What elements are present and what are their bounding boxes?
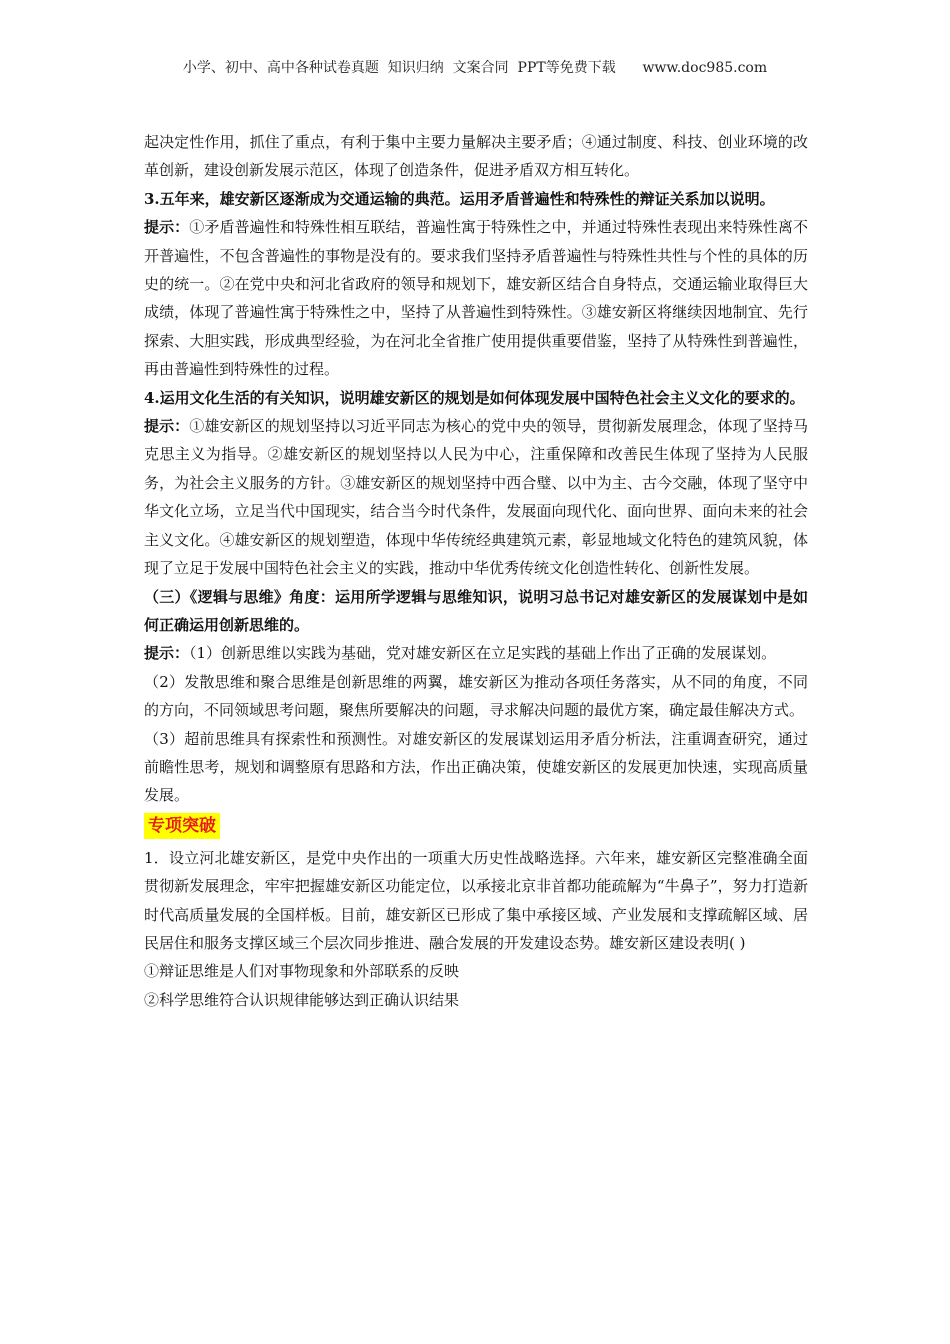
question-option: ②科学思维符合认识规律能够达到正确认识结果 [144, 990, 460, 1009]
paragraph: （3）超前思维具有探索性和预测性。对雄安新区的发展谋划运用矛盾分析法，注重调查研究，通过前瞻性思考，规划和调整原有思路和方法，作出正确决策，使雄安新区的发展更加快速，实现高质量发展。 [144, 729, 808, 805]
question-heading: 3.五年来，雄安新区逐渐成为交通运输的典范。运用矛盾普遍性和特殊性的辩证关系加以说明。 [144, 189, 775, 208]
section-badge-wrap [144, 812, 808, 840]
hint-label: 提示： [144, 417, 190, 436]
hint-text: ①雄安新区的规划坚持以习近平同志为核心的党中央的领导，贯彻新发展理念，体现了坚持马克思主义为指导。②雄安新区的规划坚持以人民为中心，注重保障和改善民生体现了坚持为人民服务，为社会主义服务的方针。③雄安新区的规划坚持中西合璧、以中为主、古今交融，体现了坚守中华文化立场，立足当代中国现实，结合当今时代条件，发展面向现代化、面向世界、面向未来的社会主义文化。④雄安新区的规划塑造，体现中华传统经典建筑元素，彰显地域文化特色的建筑风貌，体现了立足于发展中国特色社会主义的实践，推动中华优秀传统文化创造性转化、创新性发展。 [144, 417, 808, 578]
question-heading: 4.运用文化生活的有关知识，说明雄安新区的规划是如何体现发展中国特色社会主义文化的要求的。 [144, 388, 805, 407]
hint-label: 提示： [144, 218, 190, 237]
document-body [144, 128, 808, 1014]
question-stem: 1．设立河北雄安新区，是党中央作出的一项重大历史性战略选择。六年来，雄安新区完整准确全面贯彻新发展理念，牢牢把握雄安新区功能定位，以承接北京非首都功能疏解为“牛鼻子”，努力打造新时代高质量发展的全国样板。目前，雄安新区已形成了集中承接区域、产业发展和支撑疏解区域、居民居住和服务支撑区域三个层次同步推进、融合发展的开发建设态势。雄安新区建设表明( ) [144, 848, 808, 952]
page-header: 小学、初中、高中各种试卷真题 知识归纳 文案合同 PPT等免费下载 www.doc985.com [182, 60, 768, 76]
hint-label: 提示： [144, 644, 190, 663]
hint-paragraph [144, 412, 808, 582]
section-badge: 专项突破 [144, 813, 220, 839]
question-heading: （三）《逻辑与思维》角度：运用所学逻辑与思维知识，说明习总书记对雄安新区的发展谋划中是如何正确运用创新思维的。 [144, 587, 808, 634]
hint-paragraph [144, 213, 808, 383]
hint-text: （1）创新思维以实践为基础，党对雄安新区在立足实践的基础上作出了正确的发展谋划。 [189, 644, 777, 663]
hint-text: ①矛盾普遍性和特殊性相互联结，普遍性寓于特殊性之中，并通过特殊性表现出来特殊性离不开普遍性，不包含普遍性的事物是没有的。要求我们坚持矛盾普遍性与特殊性共性与个性的具体的历史的统一。②在党中央和河北省政府的领导和规划下，雄安新区结合自身特点，交通运输业取得巨大成绩，体现了普遍性寓于特殊性之中，坚持了从普遍性到特殊性。③雄安新区将继续因地制宜、先行探索、大胆实践，形成典型经验，为在河北全省推广使用提供重要借鉴，坚持了从特殊性到普遍性，再由普遍性到特殊性的过程。 [144, 218, 808, 379]
paragraph: 起决定性作用，抓住了重点，有利于集中主要力量解决主要矛盾；④通过制度、科技、创业环境的改革创新，建设创新发展示范区，体现了创造条件，促进矛盾双方相互转化。 [144, 133, 808, 180]
hint-paragraph [144, 639, 808, 667]
paragraph: （2）发散思维和聚合思维是创新思维的两翼，雄安新区为推动各项任务落实，从不同的角度，不同的方向，不同领域思考问题，聚焦所要解决的问题，寻求解决问题的最优方案，确定最佳解决方式。 [144, 672, 808, 720]
question-option: ①辩证思维是人们对事物现象和外部联系的反映 [144, 962, 460, 981]
